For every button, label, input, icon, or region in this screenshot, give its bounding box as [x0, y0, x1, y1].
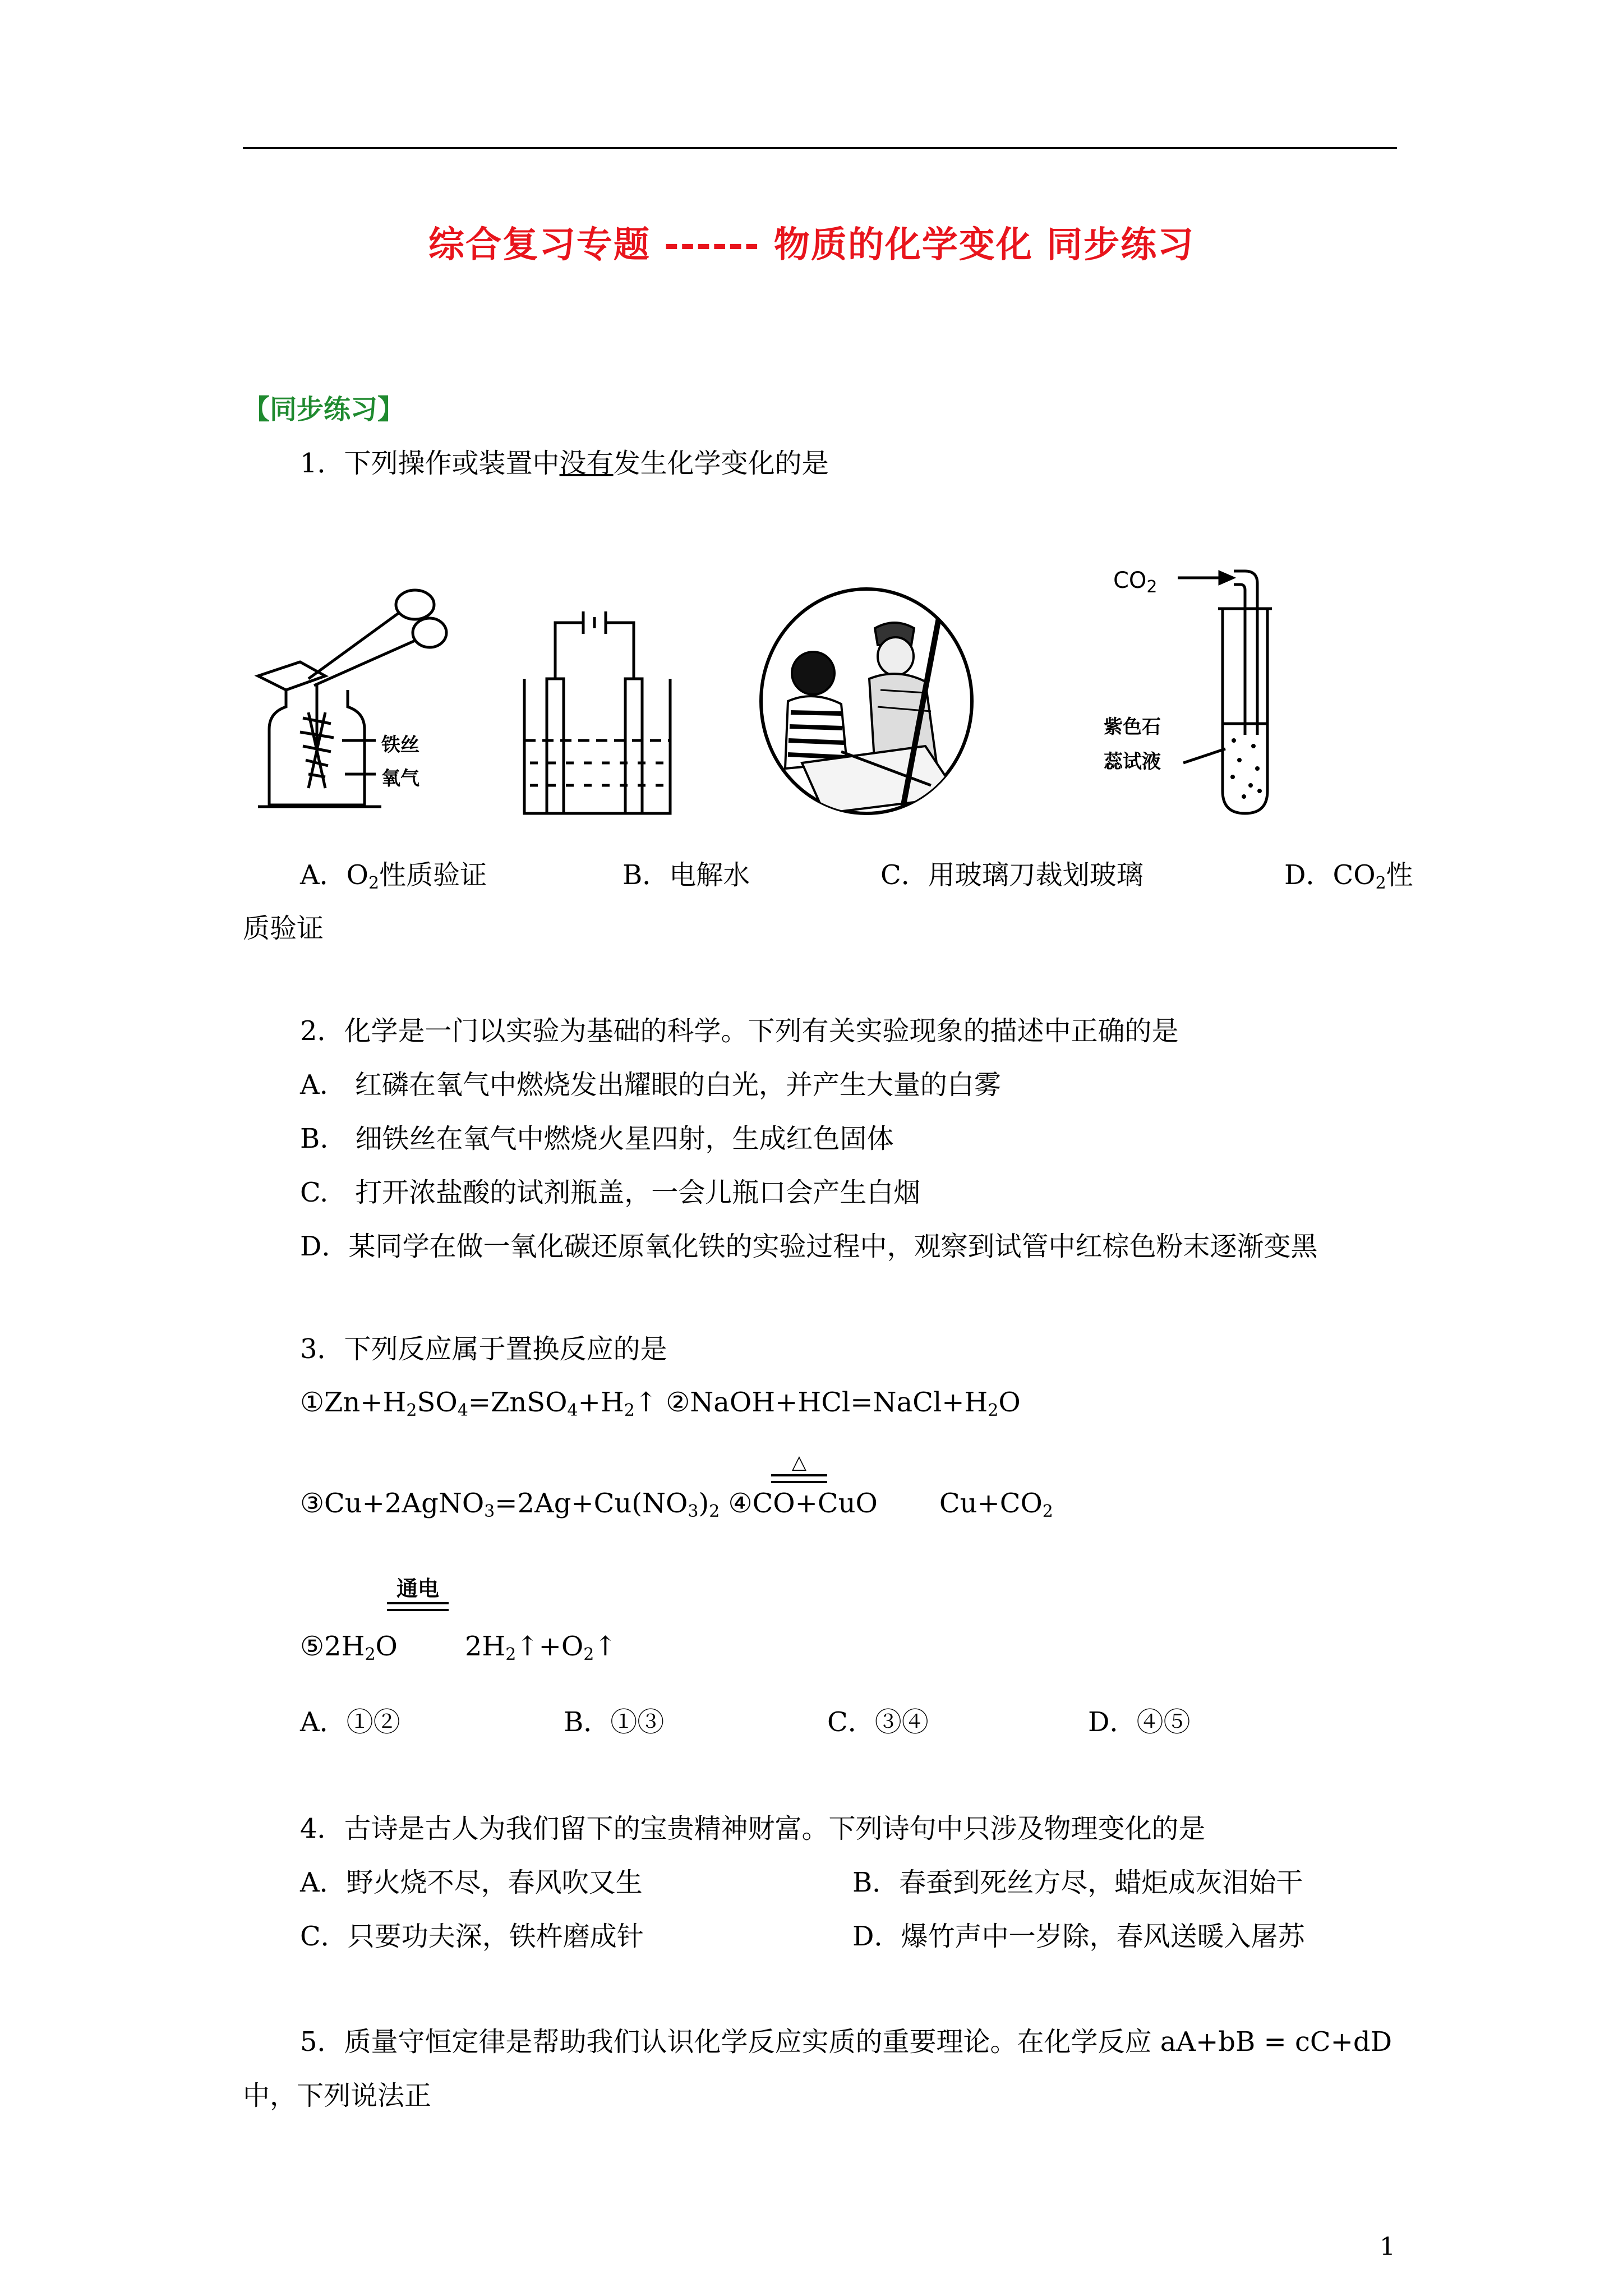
q1-option-a: A．$O_2$性质验证 [300, 859, 487, 893]
q1-option-c: C．用玻璃刀裁划玻璃 [880, 859, 1144, 891]
page-title: 综合复习专题 ------ 物质的化学变化 同步练习 [428, 224, 1195, 266]
q3-option-a: A．①② [300, 1706, 400, 1738]
q2-option-a: A. 红磷在氧气中燃烧发出耀眼的白光，并产生大量的白雾 [300, 1069, 1001, 1101]
q4-option-c: C．只要功夫深，铁杵磨成针 [300, 1921, 644, 1952]
q3-option-d: D．④⑤ [1088, 1706, 1191, 1738]
label-litmus-line2: 蕊试液 [1104, 751, 1161, 773]
q2-stem: 2．化学是一门以实验为基础的科学。下列有关实验现象的描述中正确的是 [300, 1015, 1179, 1047]
label-co2: $CO_2$ [1113, 568, 1158, 597]
q1-option-b: B．电解水 [623, 859, 750, 891]
heat-condition-mark: △ [771, 1453, 827, 1483]
q2-option-d: D．某同学在做一氧化碳还原氧化铁的实验过程中，观察到试管中红棕色粉末逐渐变黑 [300, 1231, 1318, 1262]
page-number: 1 [1380, 2233, 1395, 2261]
q3-equations-1-2: $①Zn+H_2SO_4=ZnSO_4+H_2↑$ $②NaOH+HCl=NaCl+H_2O$ [300, 1387, 1021, 1420]
q2-option-b: B. 细铁丝在氧气中燃烧火星四射，生成红色固体 [300, 1123, 894, 1154]
figure-electrolysis [516, 595, 684, 819]
q3-stem: 3．下列反应属于置换反应的是 [300, 1333, 667, 1365]
q4-stem: 4．古诗是古人为我们留下的宝贵精神财富。下列诗句中只涉及物理变化的是 [300, 1813, 1206, 1844]
q3-option-b: B．①③ [564, 1706, 665, 1738]
q4-option-b: B．春蚕到死丝方尽，蜡炬成灰泪始干 [852, 1867, 1303, 1898]
q4-option-d: D．爆竹声中一岁除，春风送暖入屠苏 [852, 1921, 1305, 1952]
figure-glass-cutting [757, 583, 976, 819]
figure-iron-wire-oxygen [247, 578, 454, 813]
q5-line1: 5．质量守恒定律是帮助我们认识化学反应实质的重要理论。在化学反应 aA+bB = cC+dD [300, 2026, 1393, 2058]
q1-option-d-continued: 质验证 [243, 913, 324, 944]
q1-stem: 1．下列操作或装置中没有发生化学变化的是 [300, 448, 829, 479]
section-heading: 【同步练习】 [243, 394, 405, 425]
label-litmus-line1: 紫色石 [1104, 716, 1161, 738]
q3-equations-3-4: $③Cu+2AgNO_3=2Ag+Cu(NO_3)_2$ ④CO+CuO $Cu+CO_2$ [300, 1488, 1053, 1521]
header-rule [243, 147, 1397, 149]
electrolysis-condition-mark: 通电 [387, 1576, 449, 1611]
label-iron-wire: 铁丝 [381, 734, 419, 756]
figure-co2-litmus [1110, 555, 1290, 819]
q5-line2: 中，下列说法正 [243, 2080, 432, 2111]
q2-option-c: C. 打开浓盐酸的试剂瓶盖，一会儿瓶口会产生白烟 [300, 1177, 921, 1208]
q4-option-a: A．野火烧不尽，春风吹又生 [300, 1867, 643, 1898]
q3-equation-5: $⑤2H_2O$ $2H_2↑+O_2↑$ [300, 1631, 617, 1664]
q3-option-c: C．③④ [827, 1706, 929, 1738]
q1-option-d: D．$CO_2$性 [1284, 859, 1413, 893]
label-oxygen: 氧气 [381, 767, 419, 790]
